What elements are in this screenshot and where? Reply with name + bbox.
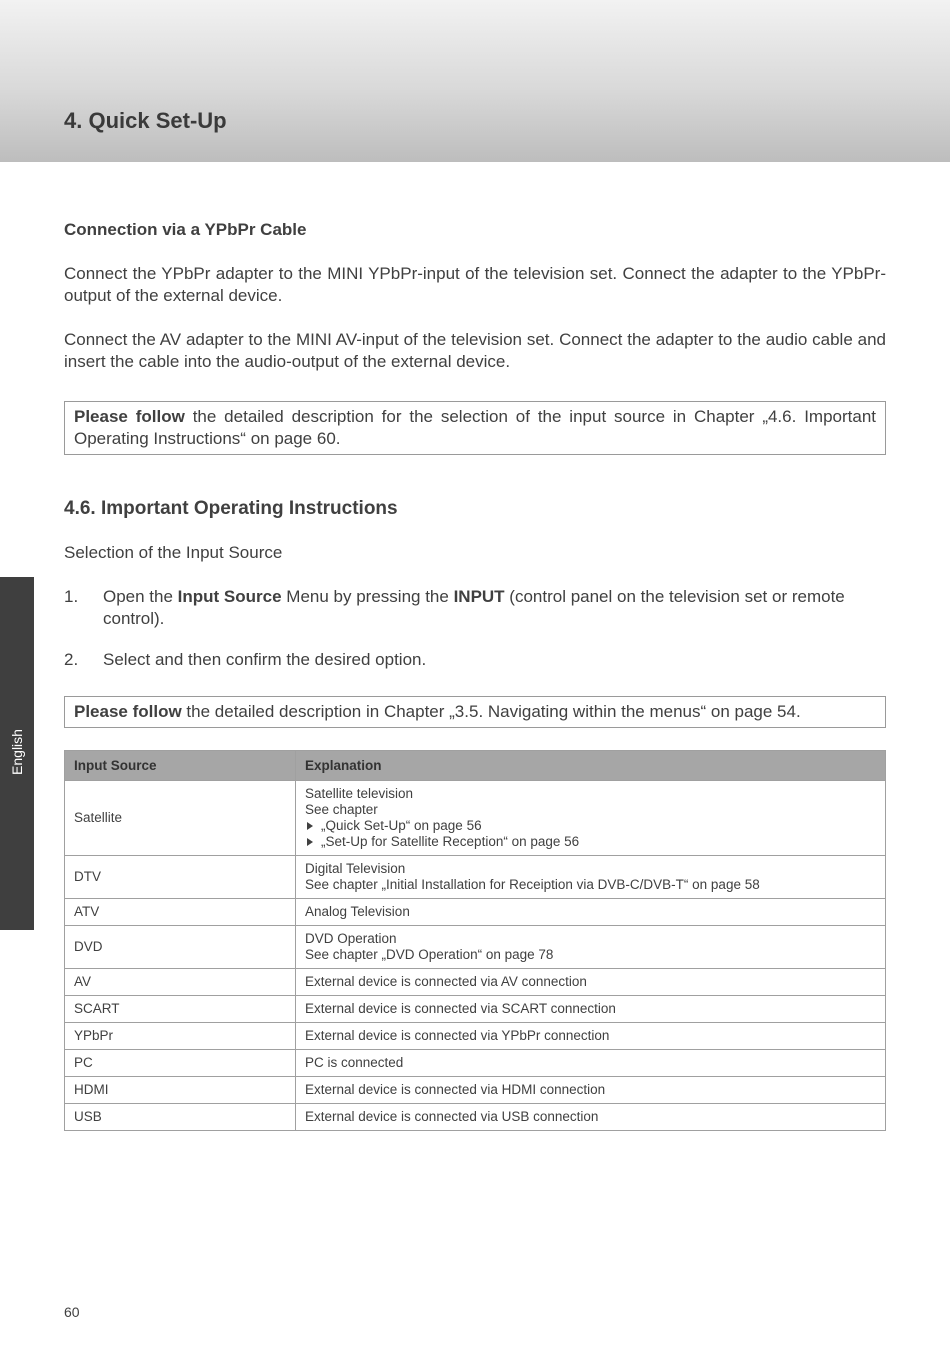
header-input-source: Input Source (65, 751, 296, 781)
table-row (65, 781, 886, 856)
source-cell: HDMI (65, 1077, 296, 1104)
arrow-right-icon (307, 822, 313, 830)
explanation-cell: External device is connected via SCART connection (296, 996, 886, 1023)
header-explanation: Explanation (296, 751, 886, 781)
source-cell: YPbPr (65, 1023, 296, 1050)
operating-instructions-heading: 4.6. Important Operating Instructions (64, 498, 398, 519)
source-cell: ATV (65, 899, 296, 926)
source-cell: AV (65, 969, 296, 996)
list-item (64, 649, 886, 671)
table-row (65, 899, 886, 926)
ypbpr-heading: Connection via a YPbPr Cable (64, 220, 307, 239)
table-row (65, 1104, 886, 1131)
ypbpr-paragraph-2: Connect the AV adapter to the MINI AV-input of the television set. Connect the adapter to the audio cable and insert the cable into the audio-output of the external device. (64, 330, 886, 371)
page-title: 4. Quick Set-Up (64, 108, 227, 133)
table-row (65, 926, 886, 969)
ypbpr-paragraph-1: Connect the YPbPr adapter to the MINI YPbPr-input of the television set. Connect the adapter to the YPbPr-output of the external device. (64, 264, 886, 305)
step-text: Open the Input Source Menu by pressing the INPUT (control panel on the television set or remote control). (103, 587, 845, 628)
explanation-cell: Digital Television See chapter „Initial Installation for Receiption via DVB-C/DVB-T“ on page 58 (296, 856, 886, 899)
list-item (64, 586, 886, 630)
table-row (65, 996, 886, 1023)
input-source-intro: Selection of the Input Source (64, 543, 283, 562)
table-row (65, 1023, 886, 1050)
table-row (65, 856, 886, 899)
source-cell: DVD (65, 926, 296, 969)
language-label: English (9, 729, 25, 775)
note-text: the detailed description for the selection of the input source in Chapter „4.6. Important Operating Instructions“ on page 60. (74, 407, 877, 448)
explanation-cell: Satellite television See chapter „Quick Set-Up“ on page 56 „Set-Up for Satellite Reception“ on page 56 (296, 781, 886, 856)
explanation-cell: External device is connected via YPbPr connection (296, 1023, 886, 1050)
arrow-right-icon (307, 838, 313, 846)
explanation-cell: External device is connected via USB connection (296, 1104, 886, 1131)
table-row (65, 1050, 886, 1077)
explanation-cell: DVD Operation See chapter „DVD Operation“ on page 78 (296, 926, 886, 969)
input-source-table (64, 750, 886, 1131)
source-cell: SCART (65, 996, 296, 1023)
table-row (65, 969, 886, 996)
source-cell: Satellite (65, 781, 296, 856)
source-cell: USB (65, 1104, 296, 1131)
note-text: the detailed description in Chapter „3.5. Navigating within the menus“ on page 54. (181, 702, 801, 721)
explanation-cell: Analog Television (296, 899, 886, 926)
step-number: 2. (64, 650, 79, 669)
note-bold-lead: Please follow (74, 407, 185, 426)
note-box-input-source (64, 401, 886, 455)
explanation-cell: External device is connected via HDMI connection (296, 1077, 886, 1104)
page-number: 60 (64, 1304, 80, 1320)
page-header (0, 0, 950, 162)
main-content (64, 218, 886, 1131)
table-row (65, 1077, 886, 1104)
source-cell: DTV (65, 856, 296, 899)
note-bold-lead: Please follow (74, 702, 182, 721)
explanation-cell: PC is connected (296, 1050, 886, 1077)
step-text: Select and then confirm the desired option. (103, 650, 427, 669)
step-number: 1. (64, 587, 79, 606)
explanation-cell: External device is connected via AV connection (296, 969, 886, 996)
table-header-row (65, 751, 886, 781)
source-cell: PC (65, 1050, 296, 1077)
note-box-navigation (64, 696, 886, 728)
